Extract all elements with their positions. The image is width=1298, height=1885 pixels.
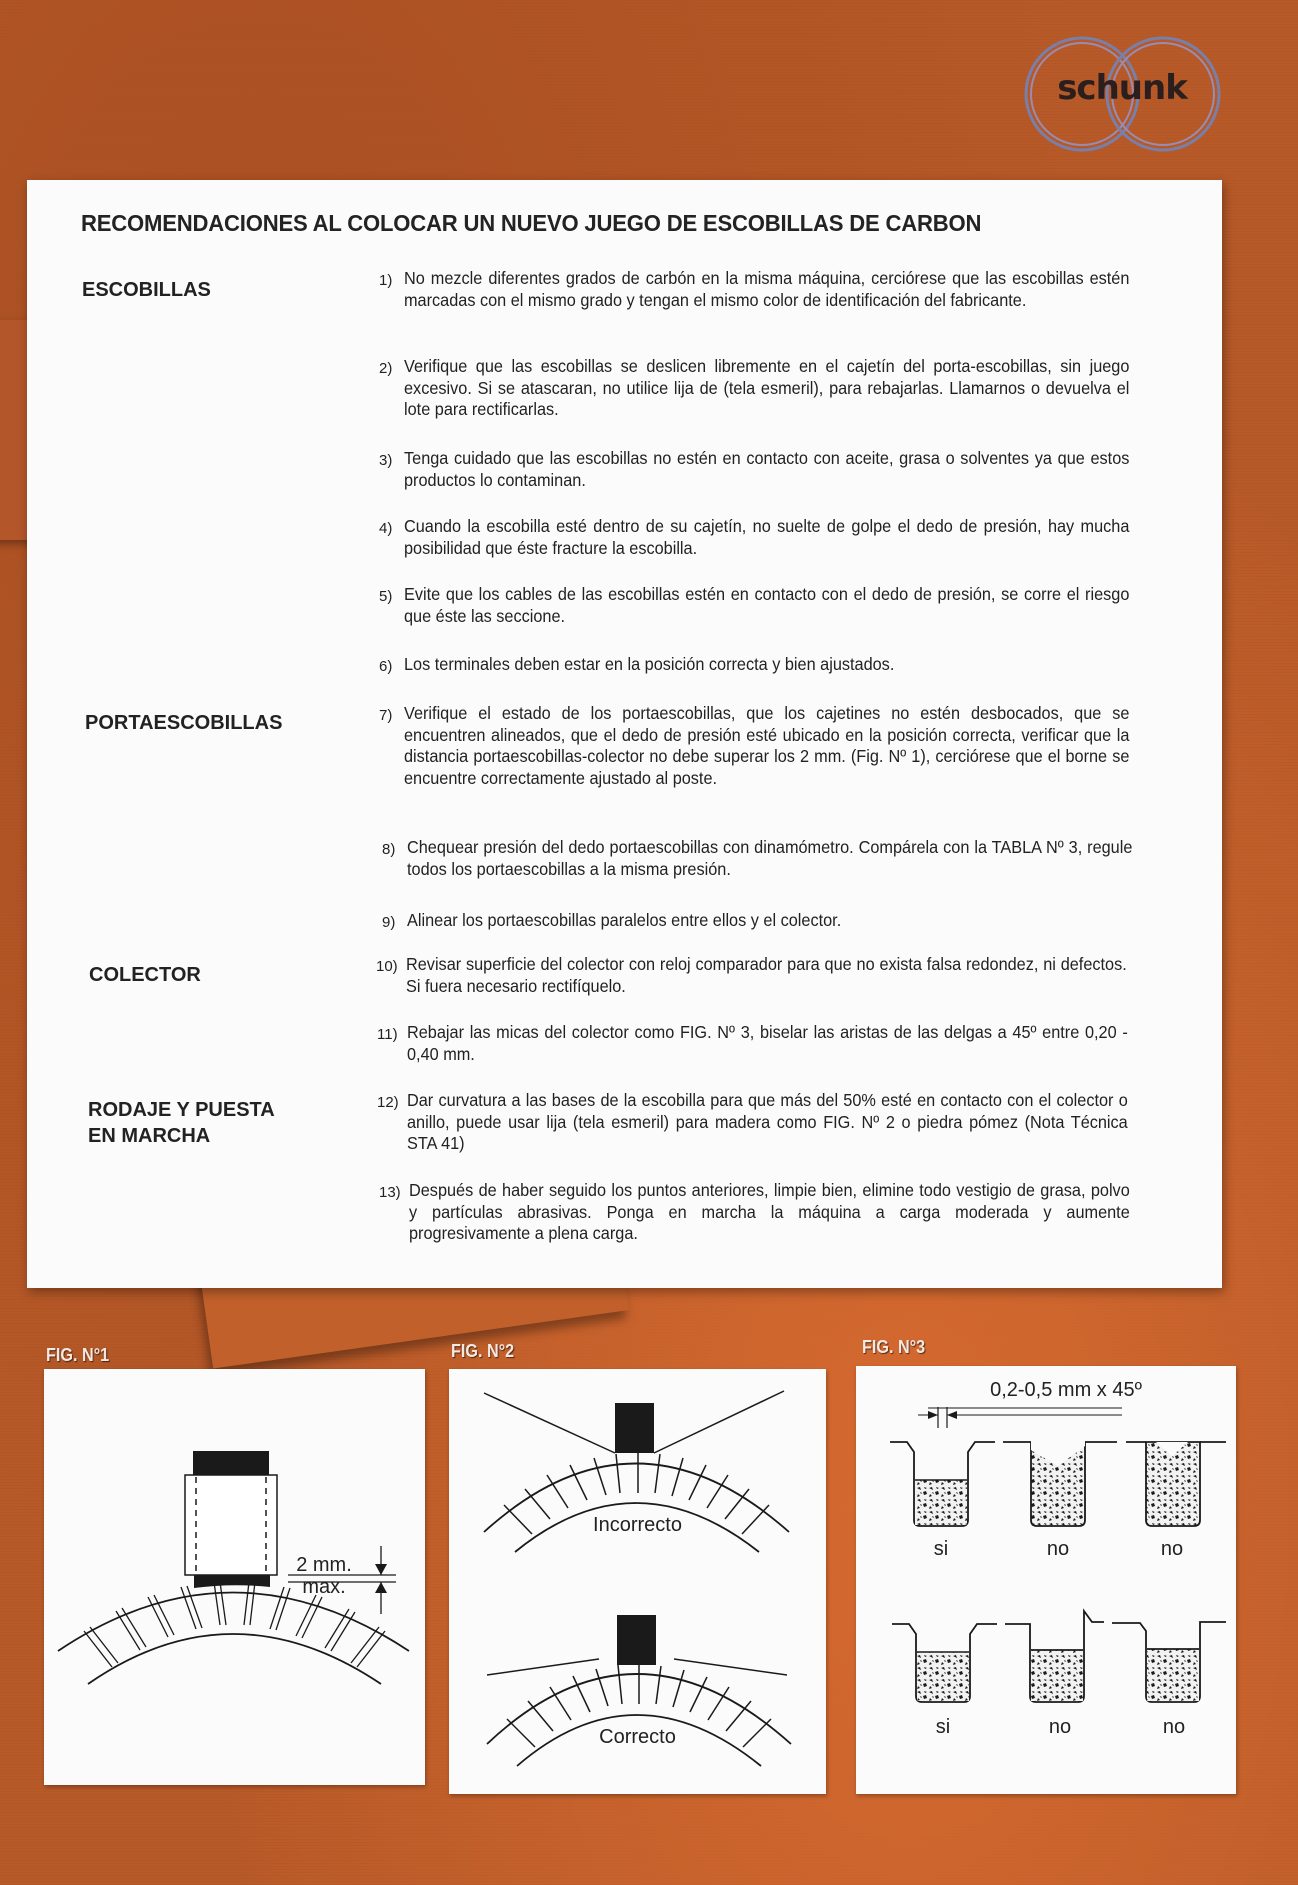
list-item: 11) Rebajar las micas del colector como FIG. Nº 3, biselar las aristas de las delgas a 45º entre 0,20 - 0,40 mm. — [377, 1022, 1128, 1064]
section-escobillas: ESCOBILLAS — [82, 279, 211, 301]
schunk-logo — [1020, 28, 1225, 160]
fig3-row1-label: si — [933, 1538, 949, 1560]
list-item: 2) Verifique que las escobillas se deslicen libremente en el cajetín del porta-escobillas, sin juego excesivo. Si se atascaran, no utilice lija de (tela esmeril), para rebajarlas. Llamarnos o devuelva el lote para rectificarlas. — [379, 356, 1130, 419]
logo-text: schunk — [1057, 68, 1187, 108]
fig3-row2-label: no — [1162, 1716, 1186, 1738]
list-item: 3) Tenga cuidado que las escobillas no estén en contacto con aceite, grasa o solventes ya que estos productos lo contaminan. — [379, 448, 1130, 490]
list-item: 6) Los terminales deben estar en la posición correcta y bien ajustados. — [379, 654, 895, 675]
fig3-label: FIG. N°3 — [862, 1337, 926, 1357]
section-rodaje: RODAJE Y PUESTA EN MARCHA — [88, 1099, 275, 1147]
list-item: 4) Cuando la escobilla esté dentro de su cajetín, no suelte de golpe el dedo de presión, hay mucha posibilidad que éste fracture la escobilla. — [379, 516, 1130, 558]
fig1-brush-gap-diagram — [44, 1369, 425, 1785]
fig1-dimension: 2 mm. max. — [296, 1554, 352, 1598]
fig2-caption-incorrect: Incorrecto — [593, 1514, 682, 1536]
fig3-row1-label: no — [1046, 1538, 1070, 1560]
list-item: 1) No mezcle diferentes grados de carbón en la misma máquina, cerciórese que las escobillas estén marcadas con el mismo grado y tengan el mismo color de identificación del fabricante. — [379, 268, 1130, 310]
fig2-caption-correct: Correcto — [599, 1726, 676, 1748]
fig2-brush-seating-diagram — [449, 1369, 826, 1794]
fig3-mica-undercut-diagram — [856, 1366, 1236, 1794]
fig3-dimension: 0,2-0,5 mm x 45º — [990, 1379, 1142, 1401]
fig3-row1-label: no — [1160, 1538, 1184, 1560]
list-item: 5) Evite que los cables de las escobillas estén en contacto con el dedo de presión, se corre el riesgo que éste las seccione. — [379, 584, 1130, 626]
list-item: 7) Verifique el estado de los portaescobillas, que los cajetines no estén desbocados, que se encuentren alineados, que el dedo de presión esté ubicado en la posición correcta, verificar que la distancia portaescobillas-colector no debe superar los 2 mm. (Fig. Nº 1), cerciórese que el borne se encuentre correctamente ajustado al poste. — [379, 703, 1130, 788]
list-item: 8) Chequear presión del dedo portaescobillas con dinamómetro. Compárela con la TABLA Nº 3, regule todos los portaescobillas a la misma presión. — [382, 837, 1133, 879]
fig1-label: FIG. N°1 — [46, 1345, 110, 1365]
list-item: 13) Después de haber seguido los puntos anteriores, limpie bien, elimine todo vestigio de grasa, polvo y partículas abrasivas. Ponga en marcha la máquina a carga moderada y aumente progresivamente a plena carga. — [379, 1180, 1130, 1243]
document-title: RECOMENDACIONES AL COLOCAR UN NUEVO JUEGO DE ESCOBILLAS DE CARBON — [81, 210, 982, 236]
section-portaescobillas: PORTAESCOBILLAS — [85, 712, 283, 734]
recommendations-panel — [27, 180, 1222, 1288]
section-colector: COLECTOR — [89, 964, 201, 986]
fig3-row2-label: si — [935, 1716, 951, 1738]
brush-holder-gap-icon — [44, 1369, 425, 1785]
fig3-row2-label: no — [1048, 1716, 1072, 1738]
list-item: 12) Dar curvatura a las bases de la escobilla para que más del 50% esté en contacto con el colector o anillo, puede usar lija (tela esmeril) para madera como FIG. Nº 2 o piedra pómez (Nota Técnica STA 41) — [377, 1090, 1128, 1153]
list-item: 10) Revisar superficie del colector con reloj comparador para que no exista falsa redondez, ni defectos. Si fuera necesario rectifíquelo. — [376, 954, 1127, 996]
list-item: 9) Alinear los portaescobillas paralelos entre ellos y el colector. — [382, 910, 842, 931]
fig2-label: FIG. N°2 — [451, 1341, 515, 1361]
